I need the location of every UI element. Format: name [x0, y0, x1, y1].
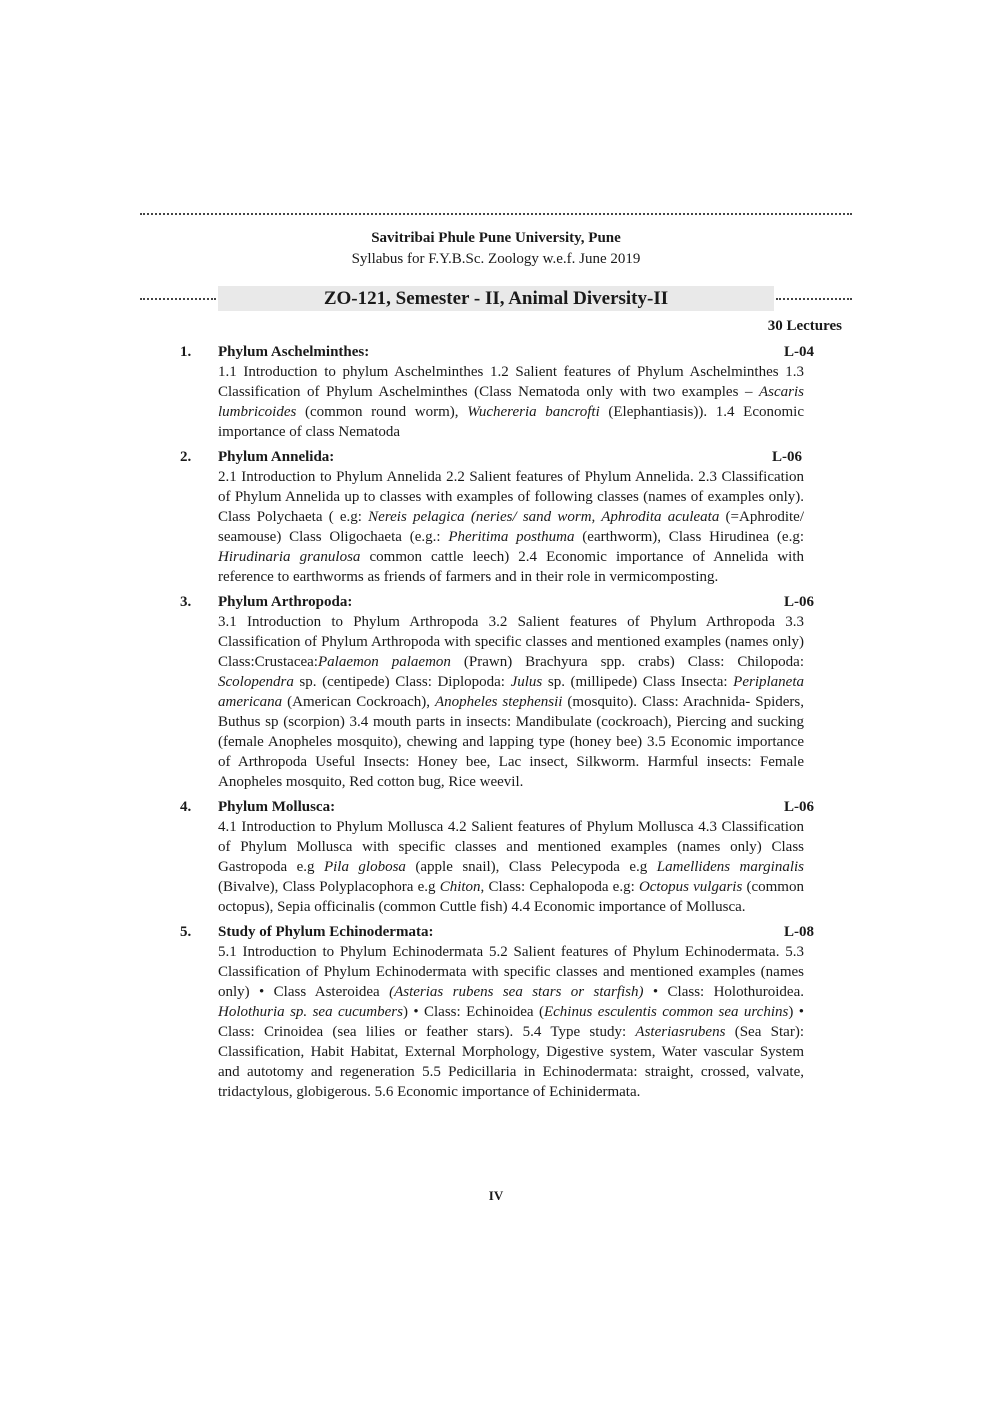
unit-description: 2.1 Introduction to Phylum Annelida 2.2 Salient features of Phylum Annelida. 2.3 Classification of Phylum Annelida up to classes with examples of following classes (names of examples only). Class Polychaeta ( e.g: Nereis pelagica (neries/ sand worm, Aphrodita aculeata (=Aphrodite/ seamouse) Class Oligochaeta (e.g.: Pheritima posthuma (earthworm), Class Hirudinea (e.g: Hirudinaria granulosa common cattle leech) 2.4 Economic importance of Annelida with reference to earthworms as friends of farmers and in their role in vermicomposting. — [218, 469, 804, 585]
unit-number: 5. — [180, 924, 192, 940]
unit-item — [180, 797, 820, 917]
unit-item — [180, 922, 820, 1102]
species-name: Scolopendra — [218, 674, 294, 690]
unit-description: 5.1 Introduction to Phylum Echinodermata 5.2 Salient features of Phylum Echinodermata. 5.3 Classification of Phylum Echinodermata with specific classes and mentioned examples (names only) • Class Asteroidea (Asterias rubens sea stars or starfish) • Class: Holothuroidea. Holothuria sp. sea cucumbers) • Class: Echinoidea (Echinus esculentis common sea urchins) • Class: Crinoidea (sea lilies or feather stars). 5.4 Type study: Asteriasrubens (Sea Star): Classification, Habit Habitat, External Morphology, Digestive system, Water vascular System and autotomy and regeneration 5.5 Pedicillaria in Echinodermata: straight, crossed, valvate, tridactylous, globigerous. 5.6 Economic importance of Echinidermata. — [218, 944, 804, 1100]
species-name: Holothuria sp. sea cucumbers — [218, 1004, 403, 1020]
university-name: Savitribai Phule Pune University, Pune — [371, 230, 621, 246]
unit-title: Phylum Mollusca: — [218, 799, 336, 815]
species-name: Lamellidens marginalis — [656, 859, 805, 875]
unit-title: Study of Phylum Echinodermata: — [218, 924, 434, 940]
species-name: Octopus vulgaris — [638, 879, 743, 895]
unit-list — [180, 342, 820, 1107]
page-number: IV — [488, 1188, 504, 1203]
unit-item — [180, 342, 820, 442]
species-name: Pila globosa — [323, 859, 406, 875]
species-name: Hirudinaria granulosa — [218, 549, 361, 565]
species-name: Chiton — [439, 879, 481, 895]
title-dotted-rule-right — [776, 298, 852, 300]
unit-title: Phylum Aschelminthes: — [218, 344, 370, 360]
unit-lecture-count: L-06 — [784, 799, 814, 815]
title-dotted-rule-left — [140, 298, 216, 300]
unit-item — [180, 592, 820, 792]
unit-description: 3.1 Introduction to Phylum Arthropoda 3.2 Salient features of Phylum Arthropoda 3.3 Classification of Phylum Arthropoda with specific classes and mentioned examples (names only) Class:Crustacea:Palaemon palaemon (Prawn) Brachyura spp. crabs) Class: Chilopoda: Scolopendra sp. (centipede) Class: Diplopoda: Julus sp. (millipede) Class Insecta: Periplaneta americana (American Cockroach), Anopheles stephensii (mosquito). Class: Arachnida- Spiders, Buthus sp (scorpion) 3.4 mouth parts in insects: Mandibulate (cockroach), Piercing and sucking (female Anopheles mosquito), chewing and lapping type (honey bee) 3.5 Economic importance of Arthropoda Useful Insects: Honey bee, Lac insect, Silkworm. Harmful insects: Female Anopheles mosquito, Red cotton bug, Rice weevil. — [218, 614, 804, 790]
header-dotted-rule — [140, 213, 852, 215]
unit-lecture-count: L-06 — [772, 449, 802, 465]
species-name: Nereis pelagica (neries/ sand worm, Aphrodita aculeata — [368, 509, 720, 525]
unit-title: Phylum Arthropoda: — [218, 594, 353, 610]
unit-number: 2. — [180, 449, 192, 465]
species-name: Anopheles stephensii — [434, 694, 563, 710]
unit-lecture-count: L-06 — [784, 594, 814, 610]
species-name: Periplaneta americana — [218, 674, 804, 710]
unit-description: 1.1 Introduction to phylum Aschelminthes 1.2 Salient features of Phylum Aschelminthes 1.3 Classification of Phylum Aschelminthes (Class Nematoda only with two examples – Ascaris lumbricoides (common round worm), Wuchereria bancrofti (Elephantiasis)). 1.4 Economic importance of class Nematoda — [218, 364, 804, 440]
species-name: Echinus esculentis common sea urchins — [543, 1004, 789, 1020]
unit-number: 1. — [180, 344, 192, 360]
unit-number: 3. — [180, 594, 192, 610]
species-name: Julus — [510, 674, 543, 690]
unit-description: 4.1 Introduction to Phylum Mollusca 4.2 Salient features of Phylum Mollusca 4.3 Classification of Phylum Mollusca with specific classes and mentioned examples (names only) Class Gastropoda e.g Pila globosa (apple snail), Class Pelecypoda e.g Lamellidens marginalis (Bivalve), Class Polyplacophora e.g Chiton, Class: Cephalopoda e.g: Octopus vulgaris (common octopus), Sepia officinalis (common Cuttle fish) 4.4 Economic importance of Mollusca. — [218, 819, 805, 915]
total-lectures: 30 Lectures — [767, 318, 842, 334]
species-name: Wuchereria bancrofti — [467, 404, 600, 420]
course-title: ZO-121, Semester - II, Animal Diversity-II — [218, 286, 774, 311]
unit-item — [180, 447, 820, 587]
unit-title: Phylum Annelida: — [218, 449, 335, 465]
unit-number: 4. — [180, 799, 192, 815]
species-name: Asteriasrubens — [635, 1024, 726, 1040]
species-name: Pheritima posthuma — [448, 529, 575, 545]
unit-lecture-count: L-04 — [784, 344, 814, 360]
species-name: (Asterias rubens sea stars or starfish) — [389, 984, 644, 1000]
syllabus-subtitle: Syllabus for F.Y.B.Sc. Zoology w.e.f. June 2019 — [351, 251, 641, 267]
species-name: Palaemon palaemon — [317, 654, 451, 670]
unit-lecture-count: L-08 — [784, 924, 814, 940]
species-name: Ascaris lumbricoides — [218, 384, 804, 420]
